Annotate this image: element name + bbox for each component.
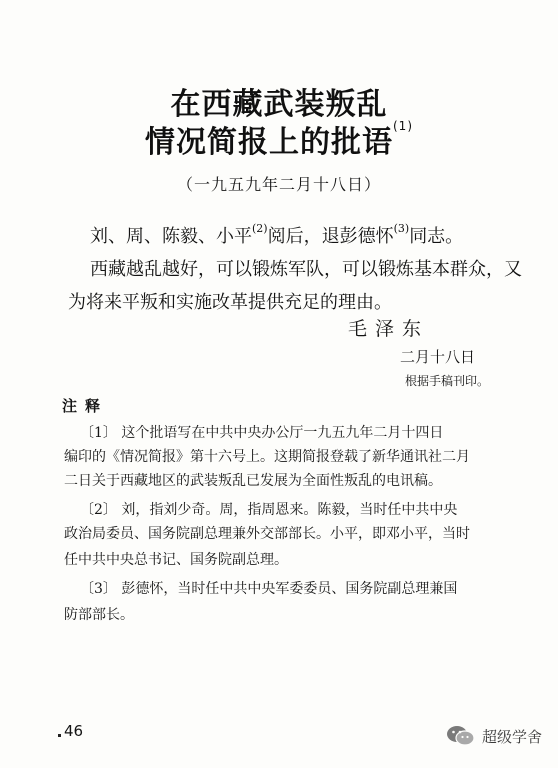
document-date: （一九五九年二月十八日） xyxy=(176,175,381,194)
recipients-text-2: 阅后，退彭德怀 xyxy=(267,226,394,247)
note-line: 二日关于西藏地区的武装叛乱已发展为全面性叛乱的电讯稿。 xyxy=(64,473,442,489)
notes-heading: 注释 xyxy=(62,397,109,415)
body-paragraph-2-line-2: 为将来平叛和实施改革提供充足的理由。 xyxy=(68,292,392,313)
recipients-text: 刘、周、陈毅、小平 xyxy=(90,226,252,247)
note-line: 防部部长。 xyxy=(64,607,134,623)
recipients-text-3: 同志。 xyxy=(409,226,464,247)
signature: 毛泽东 xyxy=(348,318,430,340)
note-line: 〔3〕 彭德怀，当时任中共中央军委委员、国务院副总理兼国 xyxy=(80,581,458,597)
body-paragraph-1 xyxy=(90,222,463,248)
note-line: 编印的《情况简报》第十六号上。这期简报登载了新华通讯社二月 xyxy=(64,449,470,465)
signature-date: 二月十八日 xyxy=(400,348,476,366)
body-paragraph-2-line-1: 西藏越乱越好，可以锻炼军队，可以锻炼基本群众，又 xyxy=(90,259,522,280)
note-line: 〔1〕 这个批语写在中共中央办公厅一九五九年二月十四日 xyxy=(80,425,444,441)
page-mark xyxy=(58,734,61,737)
footnote-mark-1: (1) xyxy=(393,119,413,133)
wechat-icon xyxy=(446,724,476,748)
page-number: 46 xyxy=(64,722,84,740)
note-line: 政治局委员、国务院副总理兼外交部部长。小平，即邓小平，当时 xyxy=(64,526,470,542)
title-line-2-text: 情况简报上的批语 xyxy=(145,125,393,160)
footnote-mark-3: (3) xyxy=(393,222,410,235)
note-line: 任中共中央总书记、国务院副总理。 xyxy=(64,552,288,568)
watermark xyxy=(446,724,542,748)
watermark-text: 超级学舍 xyxy=(482,727,543,746)
source-note: 根据手稿刊印。 xyxy=(405,374,490,388)
title-line-1: 在西藏武装叛乱 xyxy=(170,87,388,122)
note-line: 〔2〕 刘，指刘少奇。周，指周恩来。陈毅，当时任中共中央 xyxy=(80,502,458,518)
title-line-2 xyxy=(0,117,558,161)
footnote-mark-2: (2) xyxy=(252,222,268,235)
